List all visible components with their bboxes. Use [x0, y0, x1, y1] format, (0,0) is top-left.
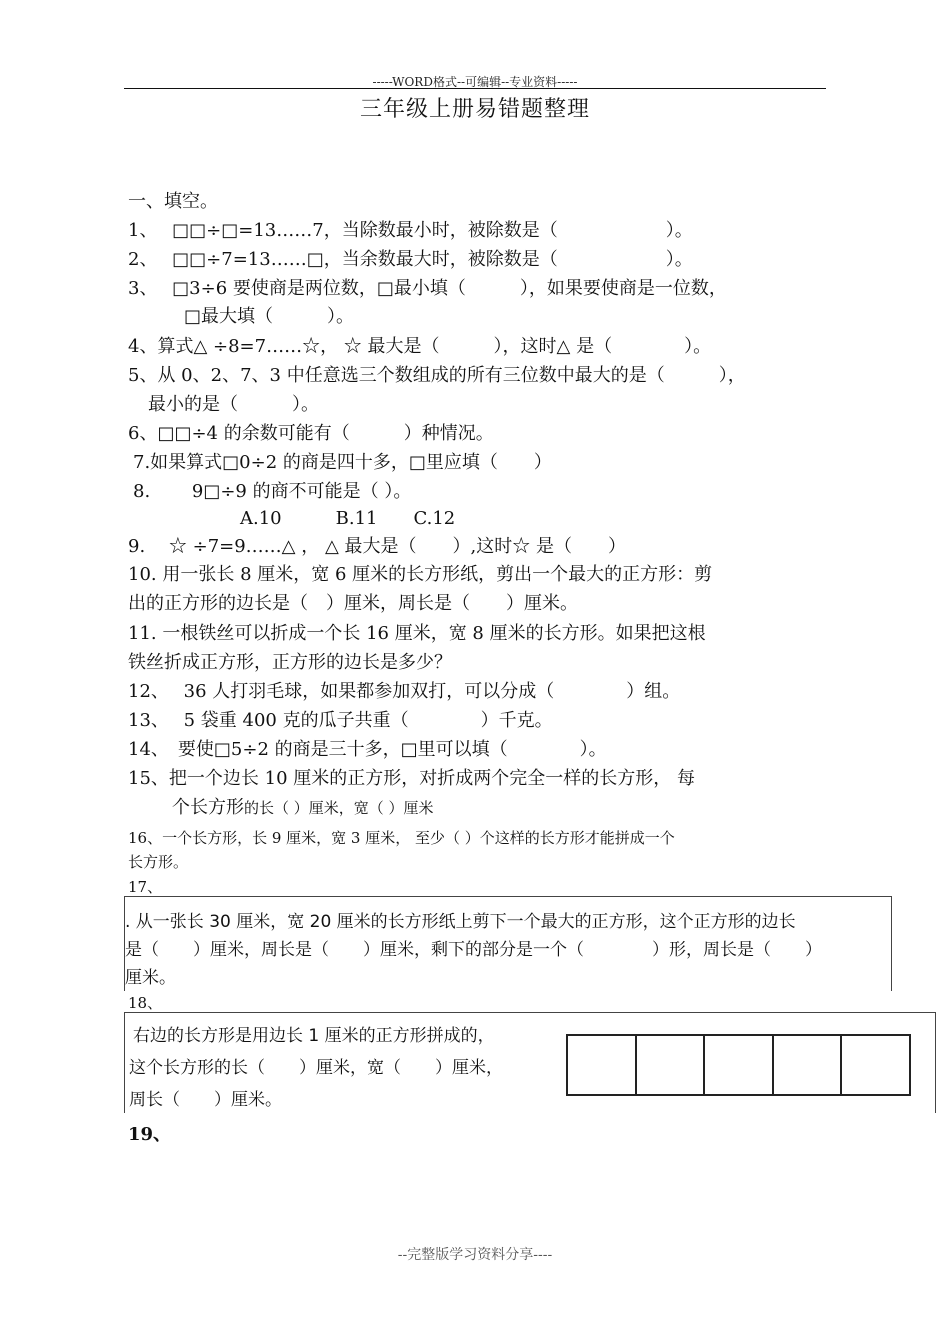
question-17-line-1: . 从一张长 30 厘米，宽 20 厘米的长方形纸上剪下一个最大的正方形，这个正方形的边长: [125, 912, 796, 932]
square-grid-diagram: [566, 1034, 911, 1096]
page-header: -----WORD格式--可编辑--专业资料-----: [372, 75, 578, 89]
question-17-line-3: 厘米。: [125, 968, 176, 988]
page-title: 三年级上册易错题整理: [359, 97, 590, 122]
question-7: 7.如果算式□0÷2 的商是四十多，□里应填（ ）: [133, 452, 552, 473]
question-15-cont-b: 的长（ ）厘米，宽（ ）厘米: [244, 799, 434, 817]
question-2: 2、 □□÷7=13……□，当余数最大时，被除数是（ ）。: [128, 249, 693, 270]
grid-square: [842, 1036, 909, 1094]
question-15: 15、把一个边长 10 厘米的正方形，对折成两个完全一样的长方形， 每: [128, 768, 695, 789]
question-5-cont: 最小的是（ ）。: [148, 394, 319, 415]
question-11: 11. 一根铁丝可以折成一个长 16 厘米，宽 8 厘米的长方形。如果把这根: [128, 623, 706, 644]
question-17-line-2: 是（ ）厘米，周长是（ ）厘米，剩下的部分是一个（ ）形，周长是（ ）: [125, 940, 822, 960]
question-3: 3、 □3÷6 要使商是两位数，□最小填（ ），如果要使商是一位数，: [128, 278, 727, 299]
grid-square: [774, 1036, 843, 1094]
question-6: 6、□□÷4 的余数可能有（ ）种情况。: [128, 423, 494, 444]
grid-square: [705, 1036, 774, 1094]
question-15-cont-a: 个长方形: [172, 797, 244, 818]
question-16: 16、一个长方形，长 9 厘米，宽 3 厘米， 至少（ ）个这样的长方形才能拼成一个: [128, 829, 675, 847]
question-10-cont: 出的正方形的边长是（ ）厘米，周长是（ ）厘米。: [128, 593, 578, 614]
question-8: 8. 9□÷9 的商不可能是（ ）。: [133, 481, 412, 502]
question-18-label: 18、: [128, 994, 163, 1012]
question-5: 5、从 0、2、7、3 中任意选三个数组成的所有三位数中最大的是（ ），: [128, 365, 746, 386]
question-1: 1、 □□÷□=13……7，当除数最小时，被除数是（ ）。: [128, 220, 693, 241]
question-14: 14、 要使□5÷2 的商是三十多，□里可以填（ ）。: [128, 739, 607, 760]
grid-square: [568, 1036, 637, 1094]
question-10: 10. 用一张长 8 厘米，宽 6 厘米的长方形纸，剪出一个最大的正方形：剪: [128, 564, 713, 585]
question-3-cont: □最大填（ ）。: [184, 306, 355, 327]
grid-square: [637, 1036, 706, 1094]
question-16-cont: 长方形。: [128, 853, 189, 871]
question-8-options: A.10 B.11 C.12: [240, 508, 456, 529]
question-9: 9. ☆ ÷7=9……△ ， △ 最大是（ ）,这时☆ 是（ ）: [128, 536, 626, 557]
question-17-box: [124, 896, 892, 991]
question-13: 13、 5 袋重 400 克的瓜子共重（ ）千克。: [128, 710, 553, 731]
header-rule: [124, 88, 826, 89]
question-18-line-3: 周长（ ）厘米。: [129, 1090, 282, 1110]
question-19-label: 19、: [128, 1124, 172, 1145]
section-heading: 一、填空。: [128, 191, 218, 212]
question-4: 4、算式△ ÷8=7……☆， ☆ 最大是（ ），这时△ 是（ ）。: [128, 336, 712, 357]
question-12: 12、 36 人打羽毛球，如果都参加双打，可以分成（ ）组。: [128, 681, 681, 702]
question-18-line-2: 这个长方形的长（ ）厘米，宽（ ）厘米，: [129, 1058, 503, 1078]
question-18-line-1: 右边的长方形是用边长 1 厘米的正方形拼成的，: [133, 1026, 495, 1046]
page-footer: --完整版学习资料分享----: [397, 1247, 553, 1263]
question-17-label: 17、: [128, 878, 163, 896]
question-11-cont: 铁丝折成正方形，正方形的边长是多少？: [128, 652, 452, 673]
question-15-cont: [172, 797, 434, 819]
